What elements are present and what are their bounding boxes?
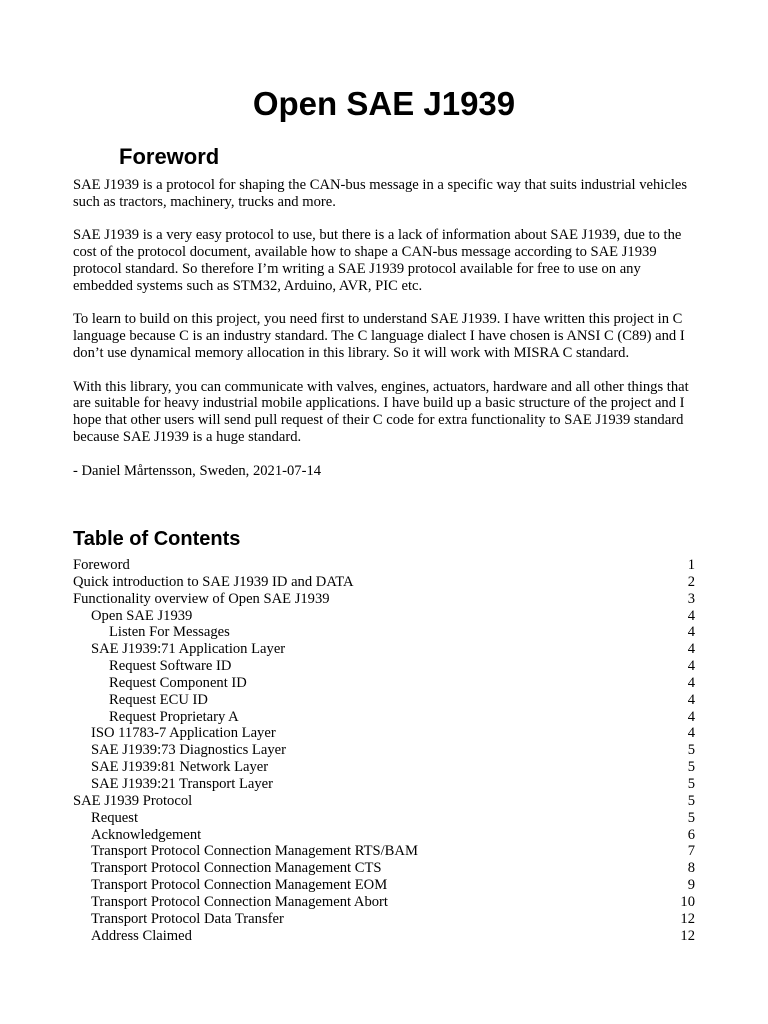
toc-entry[interactable] (73, 692, 695, 709)
page-title: Open SAE J1939 (252, 85, 516, 122)
toc-entry[interactable] (73, 810, 695, 827)
toc-entry-page: 4 (687, 691, 695, 708)
toc-entry[interactable] (73, 827, 695, 844)
toc-entry-label: ISO 11783-7 Application Layer (91, 725, 276, 742)
table-of-contents (73, 557, 695, 944)
toc-entry-label: SAE J1939:71 Application Layer (91, 641, 286, 658)
foreword-body (73, 177, 697, 496)
toc-entry[interactable] (73, 725, 695, 742)
toc-entry-page: 1 (687, 557, 695, 573)
toc-entry[interactable] (73, 759, 695, 776)
toc-entry-page: 10 (680, 893, 695, 910)
toc-entry-page: 5 (687, 792, 695, 809)
toc-entry[interactable] (73, 877, 695, 894)
toc-entry-page: 5 (687, 759, 695, 776)
toc-entry[interactable] (73, 843, 695, 860)
toc-entry-label: Transport Protocol Connection Management Abort (91, 893, 388, 910)
toc-entry-page: 4 (687, 674, 695, 691)
toc-entry-page: 4 (687, 607, 695, 624)
toc-entry-label: SAE J1939:73 Diagnostics Layer (91, 742, 286, 759)
foreword-paragraph: To learn to build on this project, you need first to understand SAE J1939. I have written this project in C language because C is an industry standard. The C language dialect I have chosen is ANSI C (C89) and I don’t use dynamical memory allocation in this library. So it will work with MISRA C standard. (73, 311, 685, 361)
toc-entry-page: 4 (687, 658, 695, 675)
foreword-paragraph: SAE J1939 is a protocol for shaping the CAN-bus message in a specific way that suits industrial vehicles such as tractors, machinery, trucks and more. (73, 177, 688, 210)
toc-entry[interactable] (73, 675, 695, 692)
toc-entry[interactable] (73, 658, 695, 675)
toc-entry-label: Request (91, 809, 139, 826)
toc-entry[interactable] (73, 557, 695, 574)
toc-entry[interactable] (73, 894, 695, 911)
toc-entry[interactable] (73, 709, 695, 726)
toc-entry-page: 3 (687, 590, 695, 607)
toc-entry-page: 4 (687, 624, 695, 641)
toc-entry[interactable] (73, 591, 695, 608)
toc-entry-page: 6 (687, 826, 695, 843)
toc-entry-page: 5 (687, 775, 695, 792)
toc-entry[interactable] (73, 742, 695, 759)
foreword-heading: Foreword (119, 144, 220, 169)
toc-entry-label: Functionality overview of Open SAE J1939 (73, 590, 330, 607)
toc-entry-page: 5 (687, 742, 695, 759)
toc-entry-page: 5 (687, 809, 695, 826)
toc-entry-label: Transport Protocol Connection Management RTS/BAM (91, 843, 418, 860)
toc-entry-label: Request Proprietary A (109, 708, 239, 725)
toc-entry-label: SAE J1939:81 Network Layer (91, 759, 269, 776)
toc-entry[interactable] (73, 911, 695, 928)
toc-entry-page: 12 (680, 927, 695, 944)
toc-entry[interactable] (73, 860, 695, 877)
toc-entry-page: 8 (687, 860, 695, 877)
toc-entry-label: SAE J1939:21 Transport Layer (91, 775, 274, 792)
toc-entry-page: 2 (687, 573, 695, 590)
toc-entry-label: Request Component ID (109, 674, 247, 691)
toc-entry[interactable] (73, 793, 695, 810)
toc-entry-label: Address Claimed (91, 927, 192, 944)
toc-heading: Table of Contents (73, 528, 241, 550)
toc-entry-label: Transport Protocol Connection Management EOM (91, 877, 388, 894)
toc-entry-label: Quick introduction to SAE J1939 ID and DATA (73, 573, 354, 590)
toc-entry[interactable] (73, 608, 695, 625)
toc-entry[interactable] (73, 624, 695, 641)
toc-entry-page: 7 (687, 843, 695, 860)
toc-entry-page: 4 (687, 725, 695, 742)
foreword-paragraph: SAE J1939 is a very easy protocol to use, but there is a lack of information about SAE J1939, due to the cost of the protocol document, available how to shape a CAN-bus message according to SAE J1939 protocol standard. So therefore I’m writing a SAE J1939 protocol available for free to use on any embedded systems such as STM32, Arduino, AVR, PIC etc. (73, 227, 682, 294)
toc-entry-page: 4 (687, 641, 695, 658)
toc-entry-label: Transport Protocol Connection Management CTS (91, 860, 382, 877)
toc-entry[interactable] (73, 928, 695, 945)
toc-entry-label: Listen For Messages (109, 624, 230, 641)
toc-entry-page: 9 (687, 877, 695, 894)
toc-entry-label: Foreword (73, 557, 130, 573)
toc-entry-label: SAE J1939 Protocol (73, 792, 193, 809)
toc-entry[interactable] (73, 776, 695, 793)
toc-entry-label: Request Software ID (109, 658, 232, 675)
toc-entry[interactable] (73, 574, 695, 591)
toc-entry-label: Open SAE J1939 (91, 607, 193, 624)
foreword-signature: - Daniel Mårtensson, Sweden, 2021-07-14 (73, 462, 322, 479)
toc-entry-page: 4 (687, 708, 695, 725)
toc-entry[interactable] (73, 641, 695, 658)
toc-entry-label: Acknowledgement (91, 826, 202, 843)
toc-entry-label: Transport Protocol Data Transfer (91, 910, 284, 927)
foreword-paragraph: With this library, you can communicate with valves, engines, actuators, hardware and all other things that are suitable for heavy industrial mobile applications. I have build up a basic structure of the project and I hope that other users will send pull request of their C code for extra functionality to SAE J1939 standard because SAE J1939 is a huge standard. (73, 378, 689, 445)
toc-entry-page: 12 (680, 910, 695, 927)
toc-entry-label: Request ECU ID (109, 691, 208, 708)
